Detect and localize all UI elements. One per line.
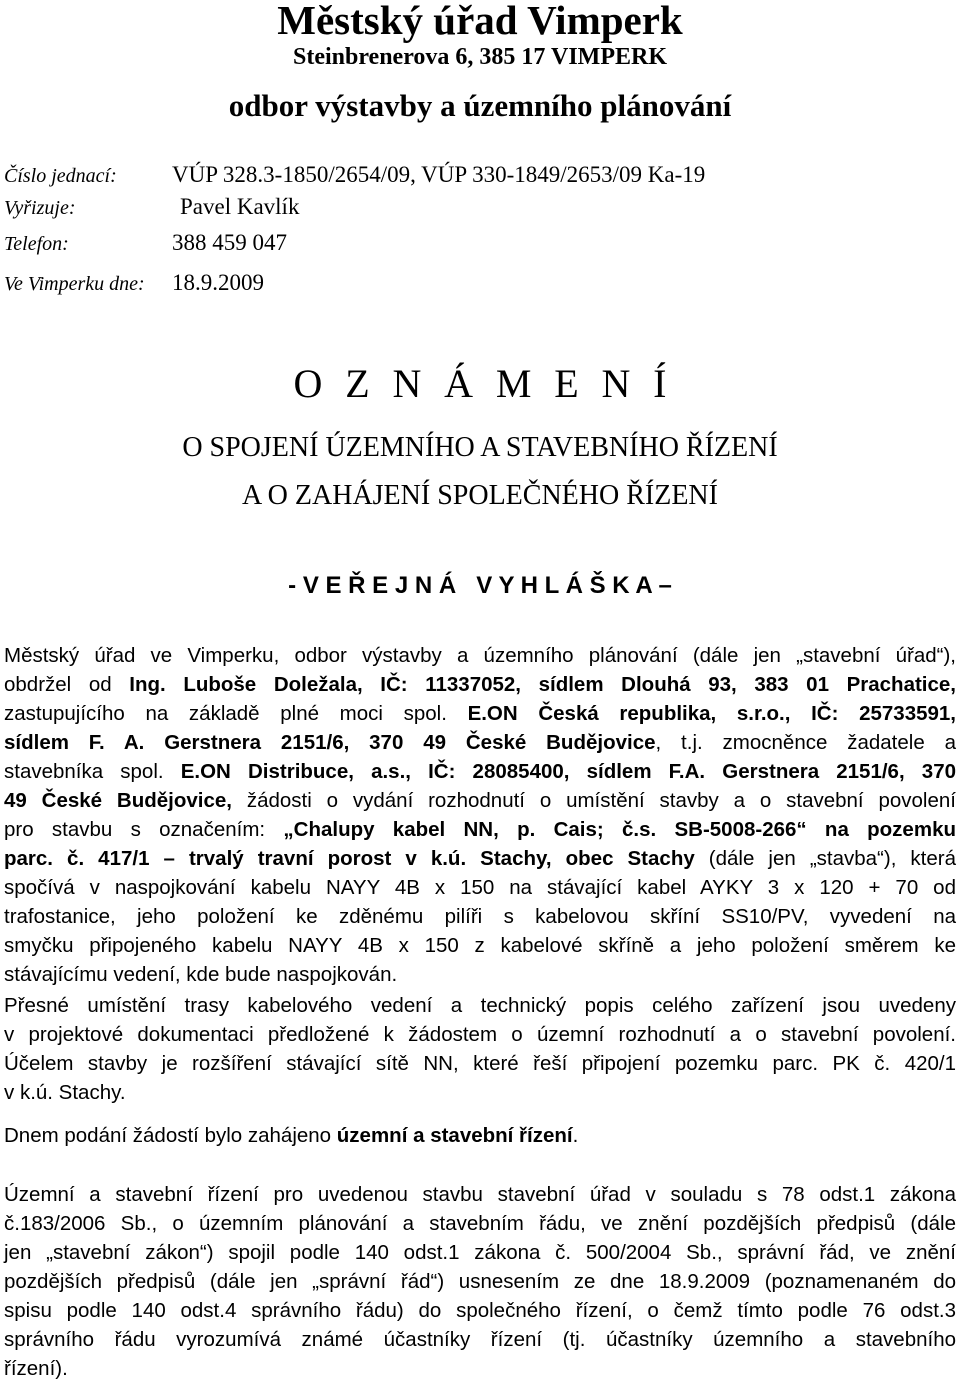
text-line [4, 670, 956, 699]
text-run: trafostanice, jeho položení ke zděnému pilíři s kabelovou skříní SS10/PV, vyvedení na [4, 905, 956, 928]
text-line [4, 1078, 956, 1107]
text-line [4, 1020, 956, 1049]
paragraph-commencement [4, 1121, 956, 1150]
text-line [4, 873, 956, 902]
text-line [4, 844, 956, 873]
office-title: Městský úřad Vimperk [277, 0, 683, 43]
text-run: pozdějších předpisů (dále jen „správní řád“) usnesením ze dne 18.9.2009 (poznamenaném do [4, 1270, 956, 1293]
text-run: stavebníka spol. [4, 760, 181, 783]
text-run: správního řádu vyrozumívá známé účastníky řízení (tj. účastníky územního a stavebního [4, 1328, 956, 1351]
notice-subtitle-1: O SPOJENÍ ÚZEMNÍHO A STAVEBNÍHO ŘÍZENÍ [182, 432, 778, 463]
text-line [4, 815, 956, 844]
handled-by-value: Pavel Kavlík [180, 194, 300, 219]
text-run: v k.ú. Stachy. [4, 1081, 126, 1104]
text-run: sídlem F. A. Gerstnera 2151/6, 370 49 České Budějovice [4, 731, 656, 754]
text-run: č.183/2006 Sb., o územním plánování a stavebním řádu, ve znění pozdějších předpisů (dále [4, 1212, 956, 1235]
text-run: žádosti o vydání rozhodnutí o umístění stavby a o stavební povolení [231, 789, 956, 812]
text-run: spočívá v naspojkování kabelu NAYY 4B x 150 na stávající kabel AYKY 3 x 120 + 70 od [4, 876, 956, 899]
text-line [4, 1267, 956, 1296]
text-line [4, 1049, 956, 1078]
paragraph-description [4, 991, 956, 1107]
text-run: . [572, 1124, 579, 1147]
case-number-label: Číslo jednací: [4, 165, 117, 187]
text-run: Přesné umístění trasy kabelového vedení a technický popis celého zařízení jsou uvedeny [4, 994, 956, 1017]
phone-value: 388 459 047 [172, 230, 287, 255]
case-number-value: VÚP 328.3-1850/2654/09, VÚP 330-1849/2653/09 Ka-19 [172, 162, 706, 187]
text-line [4, 1238, 956, 1267]
date-value: 18.9.2009 [172, 270, 264, 295]
text-line [4, 931, 956, 960]
text-line [4, 1209, 956, 1238]
text-run: Územní a stavební řízení pro uvedenou stavbu stavební úřad v souladu s 78 odst.1 zákona [4, 1183, 956, 1206]
text-line [4, 991, 956, 1020]
text-run: E.ON Česká republika, s.r.o., IČ: 25733591, [467, 702, 957, 725]
text-line [4, 1121, 956, 1150]
text-run: obdržel od [4, 673, 130, 696]
text-run: spisu podle 140 odst.4 správního řádu) do společného řízení, o čemž tímto podle 76 odst.3 [4, 1299, 956, 1322]
text-line [4, 699, 956, 728]
office-address: Steinbrenerova 6, 385 17 VIMPERK [292, 44, 667, 70]
notice-heading: OZNÁMENÍ [293, 361, 690, 406]
text-run: územní a stavební řízení [336, 1124, 573, 1147]
text-run: zastupujícího na základě plné moci spol. [4, 702, 468, 725]
text-run: 49 České Budějovice, [4, 789, 232, 812]
text-line [4, 728, 956, 757]
phone-label: Telefon: [4, 233, 69, 255]
text-run: Městský úřad ve Vimperku, odbor výstavby a územního plánování (dále jen „stavební úřad“), [4, 644, 956, 667]
text-line [4, 960, 956, 989]
handled-by-label: Vyřizuje: [4, 197, 76, 219]
text-run: , t.j. zmocněnce žadatele a [655, 731, 956, 754]
text-run: Ing. Luboše Doležala, IČ: 11337052, sídlem Dlouhá 93, 383 01 Prachatice, [129, 673, 956, 696]
text-line [4, 1296, 956, 1325]
text-run: Účelem stavby je rozšíření stávající sítě NN, které řeší připojení pozemku parc. PK č. 420/1 [4, 1052, 956, 1075]
paragraph-application [4, 641, 956, 989]
text-run: jen „stavební zákon“) spojil podle 140 odst.1 zákona č. 500/2004 Sb., správní řád, ve znění [4, 1241, 956, 1264]
text-run: v projektové dokumentaci předložené k žádostem o územní rozhodnutí a o stavební povolení. [4, 1023, 956, 1046]
department-name: odbor výstavby a územního plánování [228, 88, 732, 123]
text-run: parc. č. 417/1 – trvalý travní porost v k.ú. Stachy, obec Stachy [4, 847, 695, 870]
text-line [4, 902, 956, 931]
text-line [4, 1325, 956, 1354]
paragraph-joint-proceedings [4, 1180, 956, 1383]
notice-subtitle-2: A O ZAHÁJENÍ SPOLEČNÉHO ŘÍZENÍ [242, 480, 718, 511]
text-run: pro stavbu s označením: [4, 818, 284, 841]
text-line [4, 757, 956, 786]
text-run: (dále jen „stavba“), která [694, 847, 957, 870]
text-run: E.ON Distribuce, a.s., IČ: 28085400, sídlem F.A. Gerstnera 2151/6, 370 [180, 760, 956, 783]
text-run: stávajícímu vedení, kde bude naspojkován. [4, 963, 398, 986]
text-line [4, 641, 956, 670]
text-line [4, 1180, 956, 1209]
text-run: smyčku připojeného kabelu NAYY 4B x 150 z kabelové skříně a jeho položení směrem ke [4, 934, 956, 957]
text-run: „Chalupy kabel NN, p. Cais; č.s. SB-5008-266“ na pozemku [283, 818, 956, 841]
text-line [4, 786, 956, 815]
text-run: Dnem podání žádostí bylo zahájeno [4, 1124, 337, 1147]
text-run: řízení). [4, 1357, 68, 1380]
date-label: Ve Vimperku dne: [4, 273, 145, 295]
public-decree-heading: - V E Ř E J N Á V Y H L Á Š K A – [288, 572, 672, 599]
